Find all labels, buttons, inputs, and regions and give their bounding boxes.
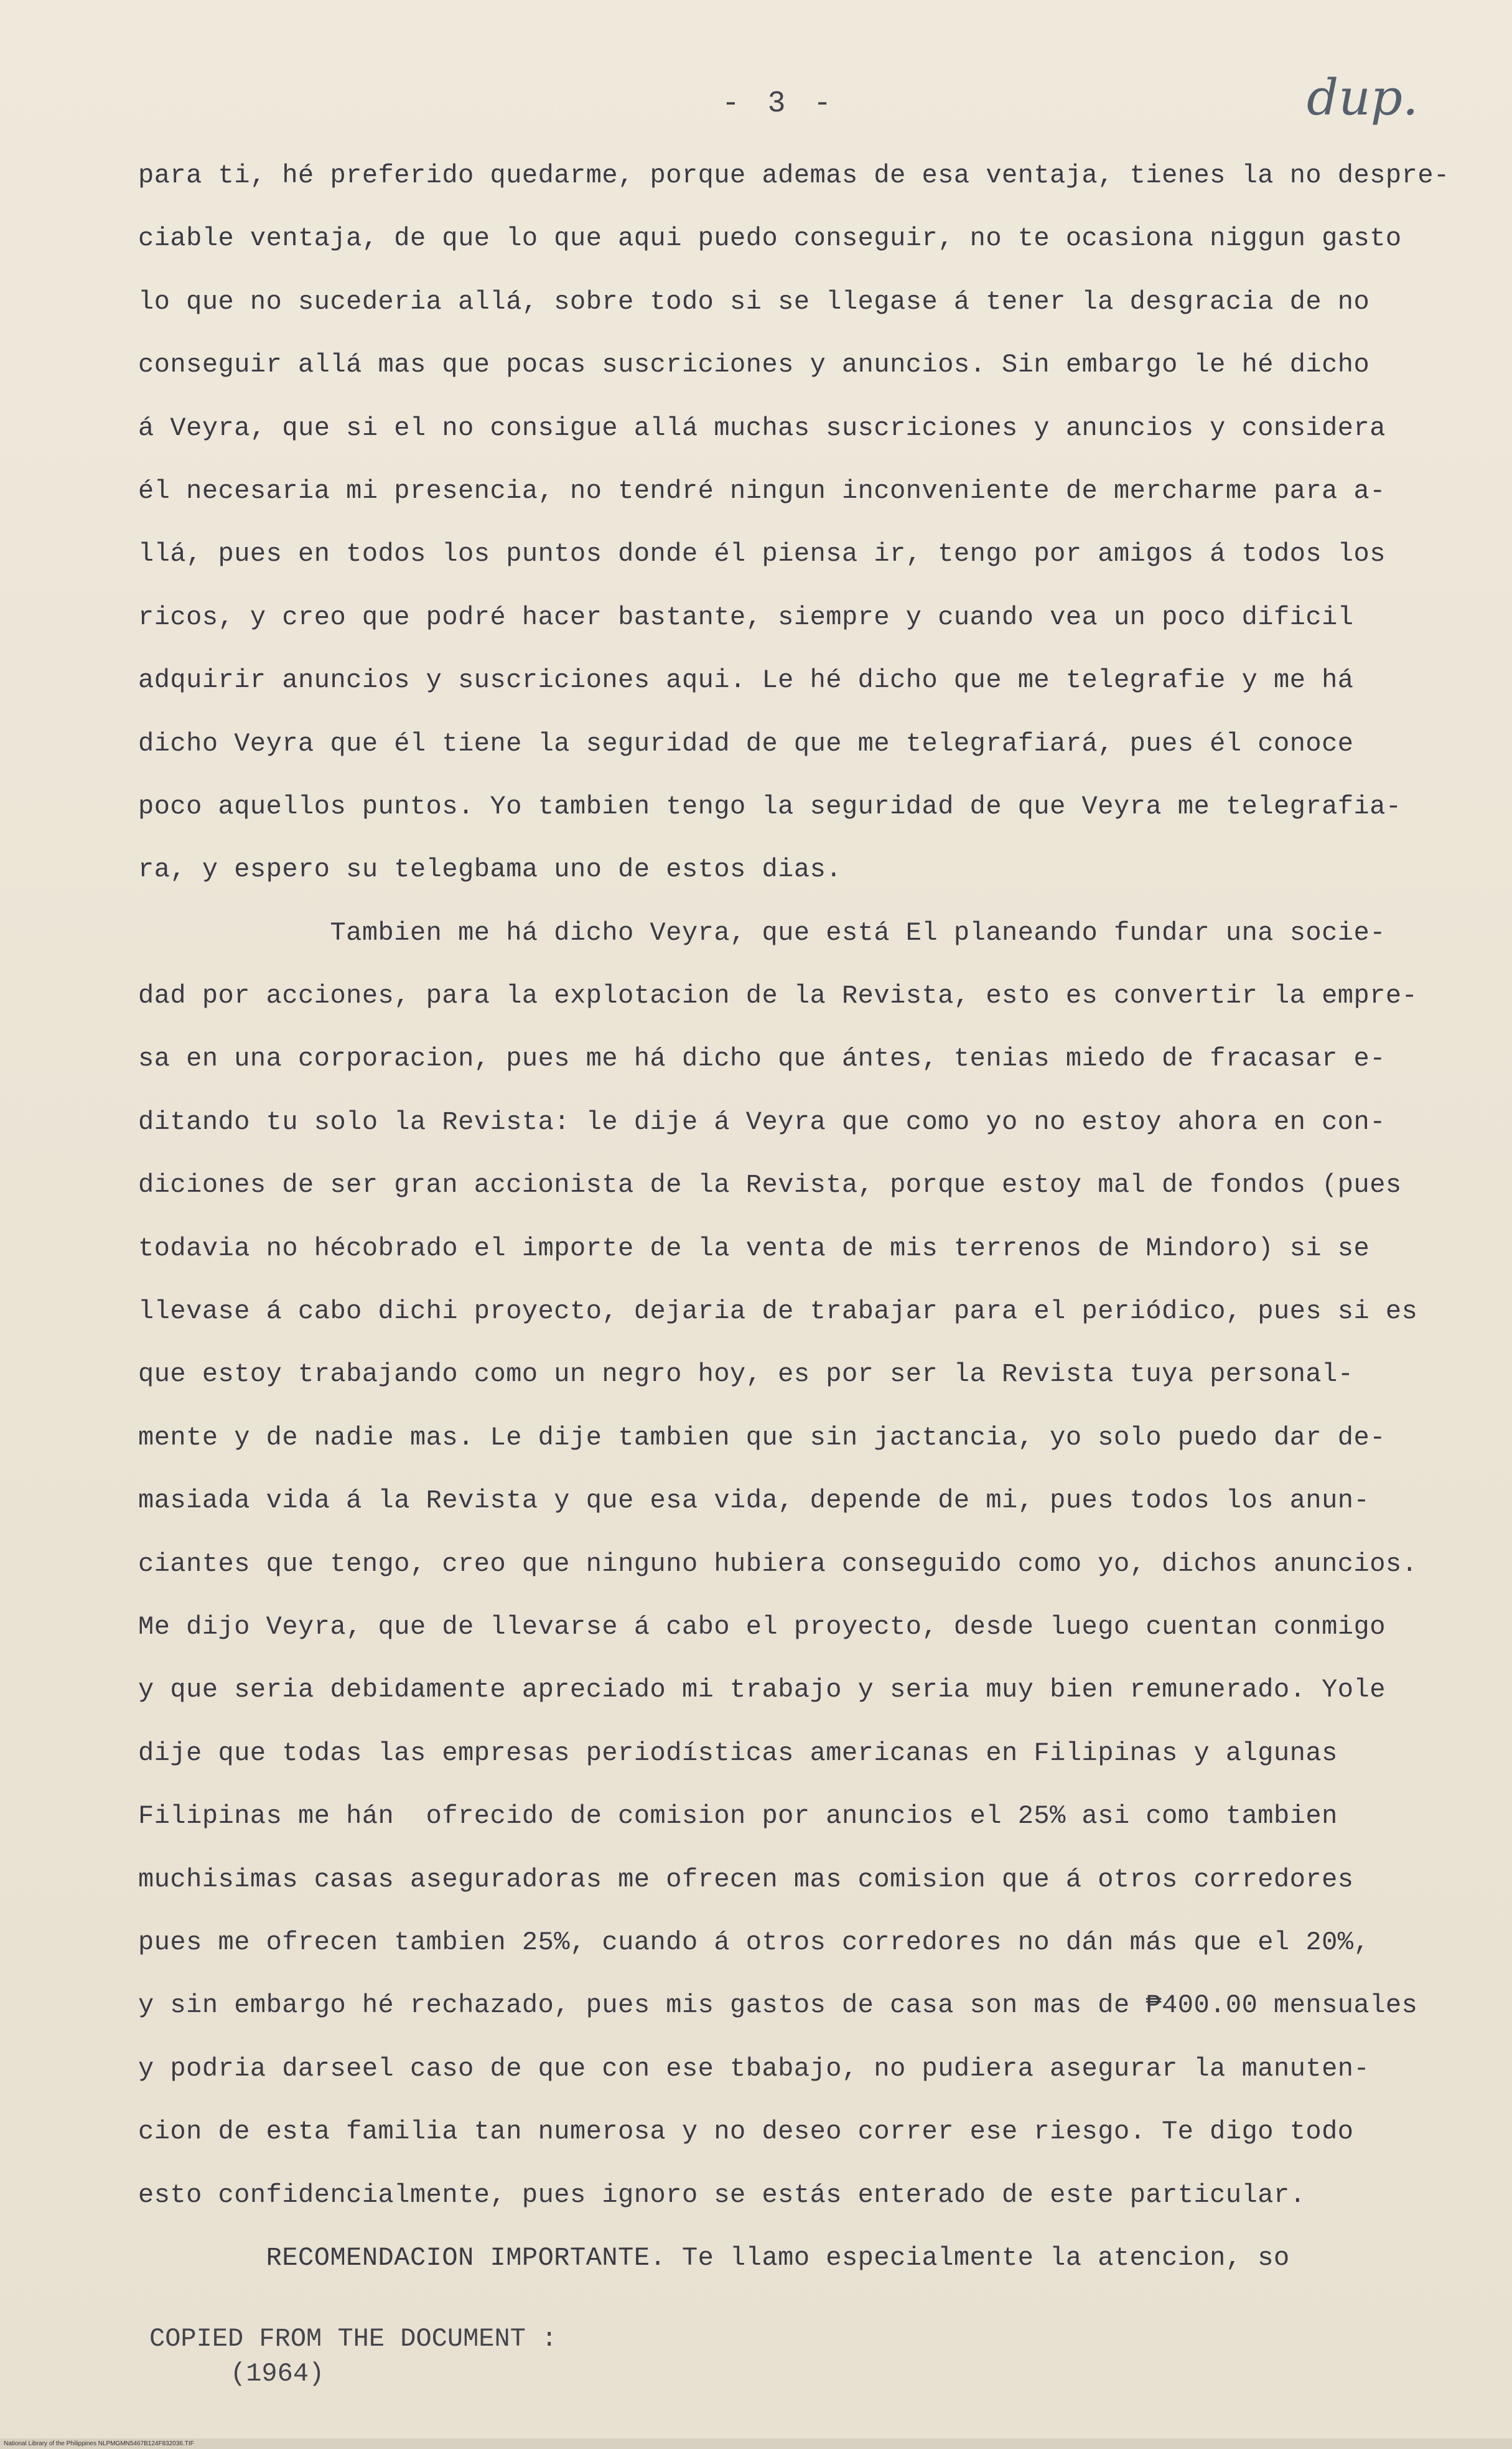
text-line: poco aquellos puntos. Yo tambien tengo la seguridad de que Veyra me telegrafia- (138, 791, 1402, 822)
text-line: diciones de ser gran accionista de la Revista, porque estoy mal de fondos (pues (138, 1170, 1402, 1201)
copied-note (149, 2321, 557, 2391)
text-line: á Veyra, que si el no consigue allá muchas suscriciones y anuncios y considera (138, 413, 1386, 443)
text-line: RECOMENDACION IMPORTANTE. Te llamo especialmente la atencion, so (138, 2242, 1290, 2273)
letter-body (138, 144, 1450, 2290)
page-number: - 3 - (722, 87, 837, 121)
text-line: dad por acciones, para la explotacion de la Revista, esto es convertir la empre- (138, 981, 1418, 1011)
text-line: llevase á cabo dichi proyecto, dejaria de trabajar para el periódico, pues si es (138, 1296, 1418, 1327)
archive-footer: National Library of the Philippines NLPMGMN5467B124F832036.TIF (0, 2438, 1512, 2449)
text-line: lo que no sucederia allá, sobre todo si se llegase á tener la desgracia de no (138, 286, 1370, 317)
text-line: él necesaria mi presencia, no tendré ningun inconveniente de mercharme para a- (138, 475, 1386, 506)
text-line: ricos, y creo que podré hacer bastante, siempre y cuando vea un poco dificil (138, 602, 1354, 632)
text-line: masiada vida á la Revista y que esa vida, depende de mi, pues todos los anun- (138, 1486, 1370, 1516)
text-line: que estoy trabajando como un negro hoy, es por ser la Revista tuya personal- (138, 1359, 1354, 1390)
text-line: Tambien me há dicho Veyra, que está El planeando fundar una socie- (138, 917, 1386, 948)
text-line: Me dijo Veyra, que de llevarse á cabo el proyecto, desde luego cuentan conmigo (138, 1611, 1386, 1642)
text-line: y podria darseel caso de que con ese tbabajo, no pudiera asegurar la manuten- (138, 2053, 1370, 2084)
text-line: conseguir allá mas que pocas suscriciones y anuncios. Sin embargo le hé dicho (138, 350, 1370, 380)
text-line: ciable ventaja, de que lo que aqui puedo conseguir, no te ocasiona niggun gasto (138, 223, 1402, 254)
handwritten-notation: dup. (1307, 68, 1419, 126)
text-line: llá, pues en todos los puntos donde él piensa ir, tengo por amigos á todos los (138, 539, 1386, 569)
text-line: pues me ofrecen tambien 25%, cuando á otros corredores no dán más que el 20%, (138, 1927, 1370, 1957)
text-line: cion de esta familia tan numerosa y no deseo correr ese riesgo. Te digo todo (138, 2117, 1354, 2147)
text-line: esto confidencialmente, pues ignoro se estás enterado de este particular. (138, 2180, 1306, 2210)
text-line: y sin embargo hé rechazado, pues mis gastos de casa son mas de ₱400.00 mensuales (138, 1990, 1418, 2021)
text-line: dicho Veyra que él tiene la seguridad de que me telegrafiará, pues él conoce (138, 728, 1354, 759)
text-line: todavia no hécobrado el importe de la venta de mis terrenos de Mindoro) si se (138, 1233, 1370, 1263)
text-line: sa en una corporacion, pues me há dicho que ántes, tenias miedo de fracasar e- (138, 1044, 1386, 1074)
text-line: mente y de nadie mas. Le dije tambien que sin jactancia, yo solo puedo dar de- (138, 1422, 1386, 1453)
text-line: ciantes que tengo, creo que ninguno hubiera conseguido como yo, dichos anuncios. (138, 1548, 1418, 1579)
text-line: muchisimas casas aseguradoras me ofrecen mas comision que á otros corredores (138, 1864, 1354, 1894)
copied-note-year: (1964) (230, 2359, 325, 2389)
text-line: para ti, hé preferido quedarme, porque ademas de esa ventaja, tienes la no despre- (138, 161, 1450, 190)
text-line: dije que todas las empresas periodísticas americanas en Filipinas y algunas (138, 1738, 1338, 1768)
copied-note-label: COPIED FROM THE DOCUMENT : (149, 2324, 558, 2354)
text-line: y que seria debidamente apreciado mi trabajo y seria muy bien remunerado. Yole (138, 1675, 1386, 1705)
text-line: Filipinas me hán ofrecido de comision por anuncios el 25% asi como tambien (138, 1801, 1338, 1832)
text-line: adquirir anuncios y suscriciones aqui. Le hé dicho que me telegrafie y me há (138, 665, 1354, 696)
text-line: ditando tu solo la Revista: le dije á Veyra que como yo no estoy ahora en con- (138, 1107, 1386, 1137)
text-line: ra, y espero su telegbama uno de estos dias. (138, 855, 842, 885)
